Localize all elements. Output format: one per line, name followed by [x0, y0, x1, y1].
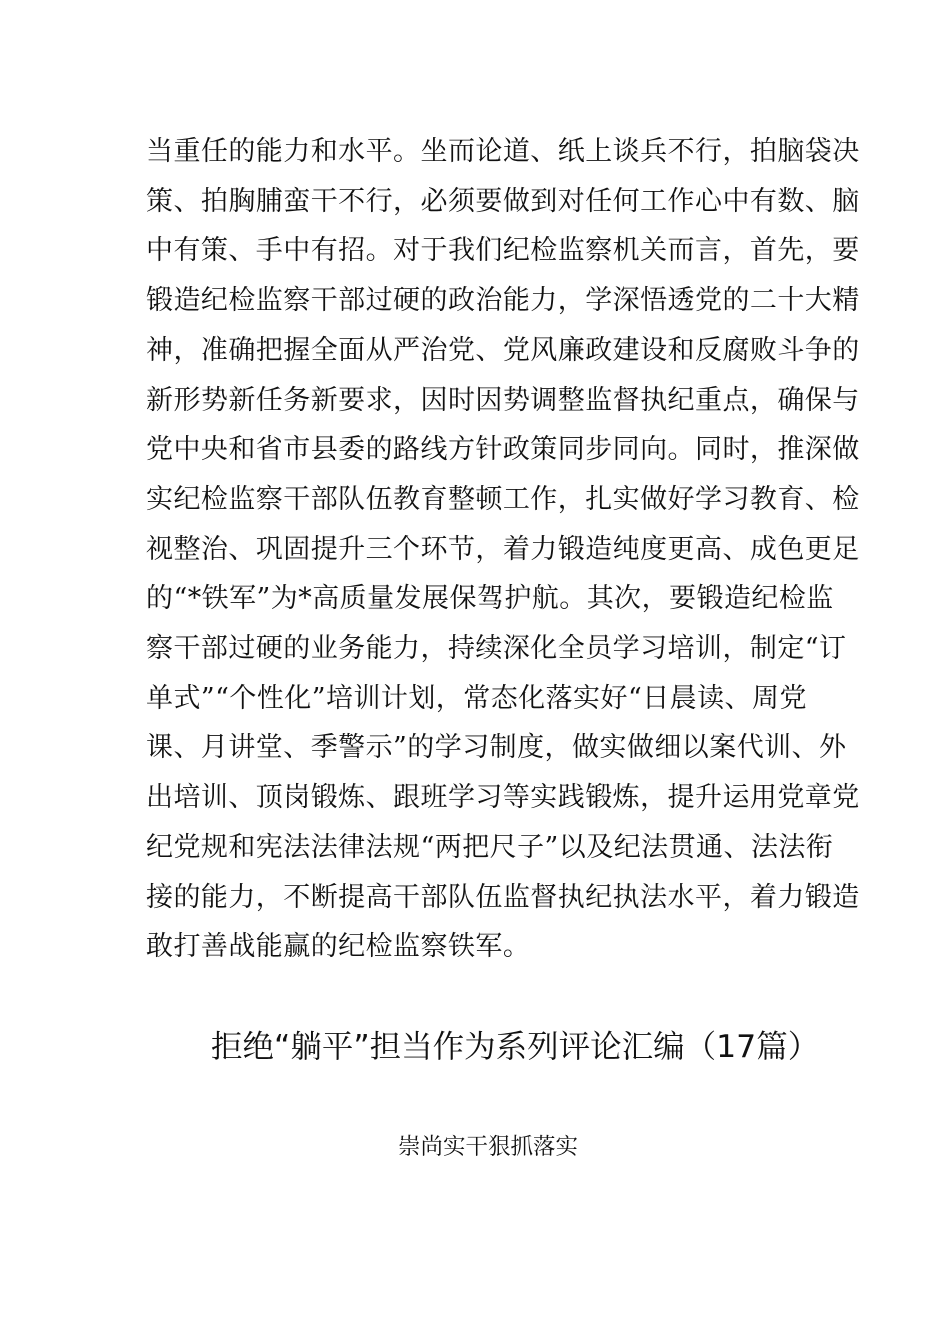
paragraph-line: 单式”“个性化”培训计划，常态化落实好“日晨读、周党 — [146, 682, 807, 714]
paragraph-line: 察干部过硬的业务能力，持续深化全员学习培训，制定“订 — [146, 633, 847, 665]
paragraph-line: 策、拍胸脯蛮干不行，必须要做到对任何工作心中有数、脑 — [146, 185, 860, 217]
paragraph-line: 课、月讲堂、季警示”的学习制度，做实做细以案代训、外 — [146, 732, 847, 764]
article-title: 崇尚实干狠抓落实 — [398, 1134, 579, 1160]
collection-title: 拒绝“躺平”担当作为系列评论汇编（17篇） — [211, 1029, 820, 1065]
paragraph-line: 中有策、手中有招。对于我们纪检监察机关而言，首先，要 — [146, 235, 860, 267]
paragraph-line: 锻造纪检监察干部过硬的政治能力，学深悟透党的二十大精 — [146, 285, 860, 317]
body-paragraph — [146, 127, 860, 972]
paragraph-line: 的“*铁军”为*高质量发展保驾护航。其次，要锻造纪检监 — [146, 583, 834, 615]
paragraph-line: 纪党规和宪法法律法规“两把尺子”以及纪法贯通、法法衔 — [146, 831, 834, 863]
paragraph-line: 视整治、巩固提升三个环节，着力锻造纯度更高、成色更足 — [146, 533, 860, 565]
paragraph-line: 新形势新任务新要求，因时因势调整监督执纪重点，确保与 — [146, 384, 860, 416]
paragraph-line: 党中央和省市县委的路线方针政策同步同向。同时，推深做 — [146, 434, 860, 466]
paragraph-line: 出培训、顶岗锻炼、跟班学习等实践锻炼，提升运用党章党 — [146, 782, 860, 814]
paragraph-line: 实纪检监察干部队伍教育整顿工作，扎实做好学习教育、检 — [146, 483, 860, 515]
paragraph-line: 当重任的能力和水平。坐而论道、纸上谈兵不行，拍脑袋决 — [146, 136, 860, 167]
paragraph-line: 接的能力，不断提高干部队伍监督执纪执法水平，着力锻造 — [146, 881, 860, 913]
paragraph-line: 敢打善战能赢的纪检监察铁军。 — [146, 931, 531, 963]
paragraph-line: 神，准确把握全面从严治党、党风廉政建设和反腐败斗争的 — [146, 334, 860, 366]
